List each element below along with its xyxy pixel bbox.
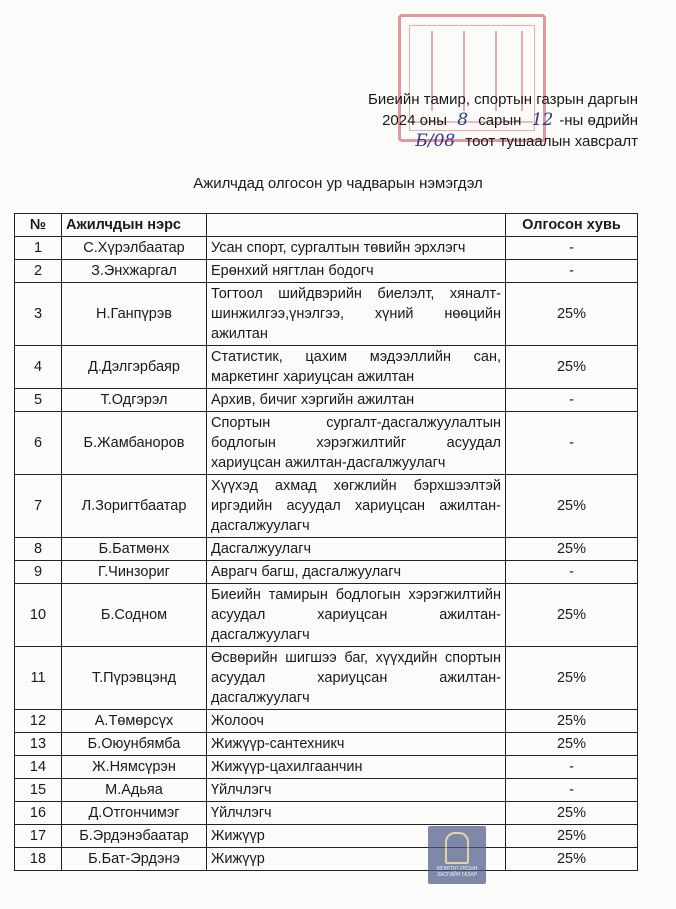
row-percent: - — [506, 756, 638, 779]
row-name: Т.Пүрэвцэнд — [62, 647, 207, 710]
header-number: № — [15, 214, 62, 237]
row-percent: - — [506, 561, 638, 584]
table-row — [15, 733, 638, 756]
table-row — [15, 779, 638, 802]
row-number: 6 — [15, 412, 62, 475]
header-day-handwritten: 12 — [531, 110, 554, 130]
row-number: 11 — [15, 647, 62, 710]
row-percent: 25% — [506, 802, 638, 825]
row-number: 15 — [15, 779, 62, 802]
table-header-row — [15, 214, 638, 237]
row-name: Д.Дэлгэрбаяр — [62, 346, 207, 389]
row-number: 12 — [15, 710, 62, 733]
document-header — [368, 89, 638, 152]
row-percent: - — [506, 412, 638, 475]
document-title: Ажилчдад олгосон ур чадварын нэмэгдэл — [193, 175, 483, 192]
table-row — [15, 825, 638, 848]
row-percent: 25% — [506, 733, 638, 756]
table-row — [15, 412, 638, 475]
row-name: Б.Эрдэнэбаатар — [62, 825, 207, 848]
row-position: Ерөнхий нягтлан бодогч — [207, 260, 506, 283]
table-row — [15, 260, 638, 283]
row-position: Усан спорт, сургалтын төвийн эрхлэгч — [207, 237, 506, 260]
header-name: Ажилчдын нэрс — [62, 214, 207, 237]
row-position: Аврагч багш, дасгалжуулагч — [207, 561, 506, 584]
header-year: 2024 оны — [382, 112, 448, 129]
row-position: Жолооч — [207, 710, 506, 733]
row-number: 14 — [15, 756, 62, 779]
row-name: А.Төмөрсүх — [62, 710, 207, 733]
row-percent: 25% — [506, 475, 638, 538]
row-position: Жижүүр — [207, 825, 506, 848]
row-name: Д.Отгончимэг — [62, 802, 207, 825]
header-line-1: Биеийн тамир, спортын газрын даргын — [367, 91, 638, 108]
row-position: Жижүүр — [207, 848, 506, 871]
header-line-2 — [368, 110, 638, 131]
table-row — [15, 475, 638, 538]
row-position: Архив, бичиг хэргийн ажилтан — [207, 389, 506, 412]
row-percent: 25% — [506, 848, 638, 871]
table-row — [15, 561, 638, 584]
header-line-3 — [368, 131, 638, 152]
header-order-number-handwritten: Б/08 — [415, 131, 456, 151]
row-position: Хүүхэд ахмад хөгжлийн бэрхшээлтэй иргэдийн асуудал хариуцсан ажилтан-дасгалжуулагч — [207, 475, 506, 538]
row-percent: 25% — [506, 710, 638, 733]
row-percent: 25% — [506, 647, 638, 710]
table-row — [15, 756, 638, 779]
row-name: Л.Зоригтбаатар — [62, 475, 207, 538]
row-number: 18 — [15, 848, 62, 871]
table-row — [15, 389, 638, 412]
row-number: 5 — [15, 389, 62, 412]
header-month-label: сарын — [478, 112, 522, 129]
row-number: 10 — [15, 584, 62, 647]
row-name: Т.Одгэрэл — [62, 389, 207, 412]
row-name: Б.Жамбаноров — [62, 412, 207, 475]
row-number: 13 — [15, 733, 62, 756]
row-name: М.Адьяа — [62, 779, 207, 802]
row-number: 9 — [15, 561, 62, 584]
row-position: Биеийн тамирын бодлогын хэрэгжилтийн асуудал хариуцсан ажилтан-дасгалжуулагч — [207, 584, 506, 647]
row-number: 17 — [15, 825, 62, 848]
emblem-caption: МОНГОЛ УЛСЫН ЗАСГИЙН ГАЗАР — [436, 866, 478, 878]
table-row — [15, 584, 638, 647]
header-position — [207, 214, 506, 237]
row-percent: 25% — [506, 825, 638, 848]
row-percent: 25% — [506, 538, 638, 561]
row-number: 3 — [15, 283, 62, 346]
header-order-label: тоот тушаалын хавсралт — [465, 133, 638, 150]
row-number: 2 — [15, 260, 62, 283]
row-name: Б.Бат-Эрдэнэ — [62, 848, 207, 871]
row-position: Спортын сургалт-дасгалжуулалтын бодлогын хэрэгжилтийг асуудал хариуцсан ажилтан-дасгалжуулагч — [207, 412, 506, 475]
row-name: Ж.Нямсүрэн — [62, 756, 207, 779]
table-row — [15, 237, 638, 260]
row-number: 16 — [15, 802, 62, 825]
bonus-table — [14, 213, 638, 871]
government-emblem-watermark — [428, 826, 486, 884]
row-name: С.Хүрэлбаатар — [62, 237, 207, 260]
row-percent: - — [506, 260, 638, 283]
row-name: Б.Батмөнх — [62, 538, 207, 561]
header-percent: Олгосон хувь — [506, 214, 638, 237]
table-row — [15, 848, 638, 871]
row-position: Дасгалжуулагч — [207, 538, 506, 561]
header-month-handwritten: 8 — [457, 110, 469, 130]
table-row — [15, 802, 638, 825]
table-row — [15, 647, 638, 710]
row-name: Н.Ганпүрэв — [62, 283, 207, 346]
row-number: 8 — [15, 538, 62, 561]
row-number: 7 — [15, 475, 62, 538]
row-position: Тогтоол шийдвэрийн биелэлт, хяналт-шинжилгээ,үнэлгээ, хүний нөөцийн ажилтан — [207, 283, 506, 346]
row-name: Б.Содном — [62, 584, 207, 647]
table-row — [15, 538, 638, 561]
table-row — [15, 283, 638, 346]
row-percent: - — [506, 779, 638, 802]
row-percent: 25% — [506, 584, 638, 647]
header-day-label: -ны өдрийн — [559, 112, 638, 129]
row-number: 4 — [15, 346, 62, 389]
row-position: Өсвөрийн шигшээ баг, хүүхдийн спортын асуудал хариуцсан ажилтан-дасгалжуулагч — [207, 647, 506, 710]
soyombo-icon — [445, 832, 469, 864]
row-percent: - — [506, 389, 638, 412]
row-position: Жижүүр-цахилгаанчин — [207, 756, 506, 779]
row-name: Б.Оюунбямба — [62, 733, 207, 756]
table-row — [15, 346, 638, 389]
row-percent: 25% — [506, 283, 638, 346]
row-position: Үйлчлэгч — [207, 802, 506, 825]
row-name: Г.Чинзориг — [62, 561, 207, 584]
row-position: Үйлчлэгч — [207, 779, 506, 802]
row-percent: 25% — [506, 346, 638, 389]
row-position: Жижүүр-сантехникч — [207, 733, 506, 756]
row-position: Статистик, цахим мэдээллийн сан, маркетинг хариуцсан ажилтан — [207, 346, 506, 389]
row-number: 1 — [15, 237, 62, 260]
row-name: З.Энхжаргал — [62, 260, 207, 283]
row-percent: - — [506, 237, 638, 260]
table-row — [15, 710, 638, 733]
